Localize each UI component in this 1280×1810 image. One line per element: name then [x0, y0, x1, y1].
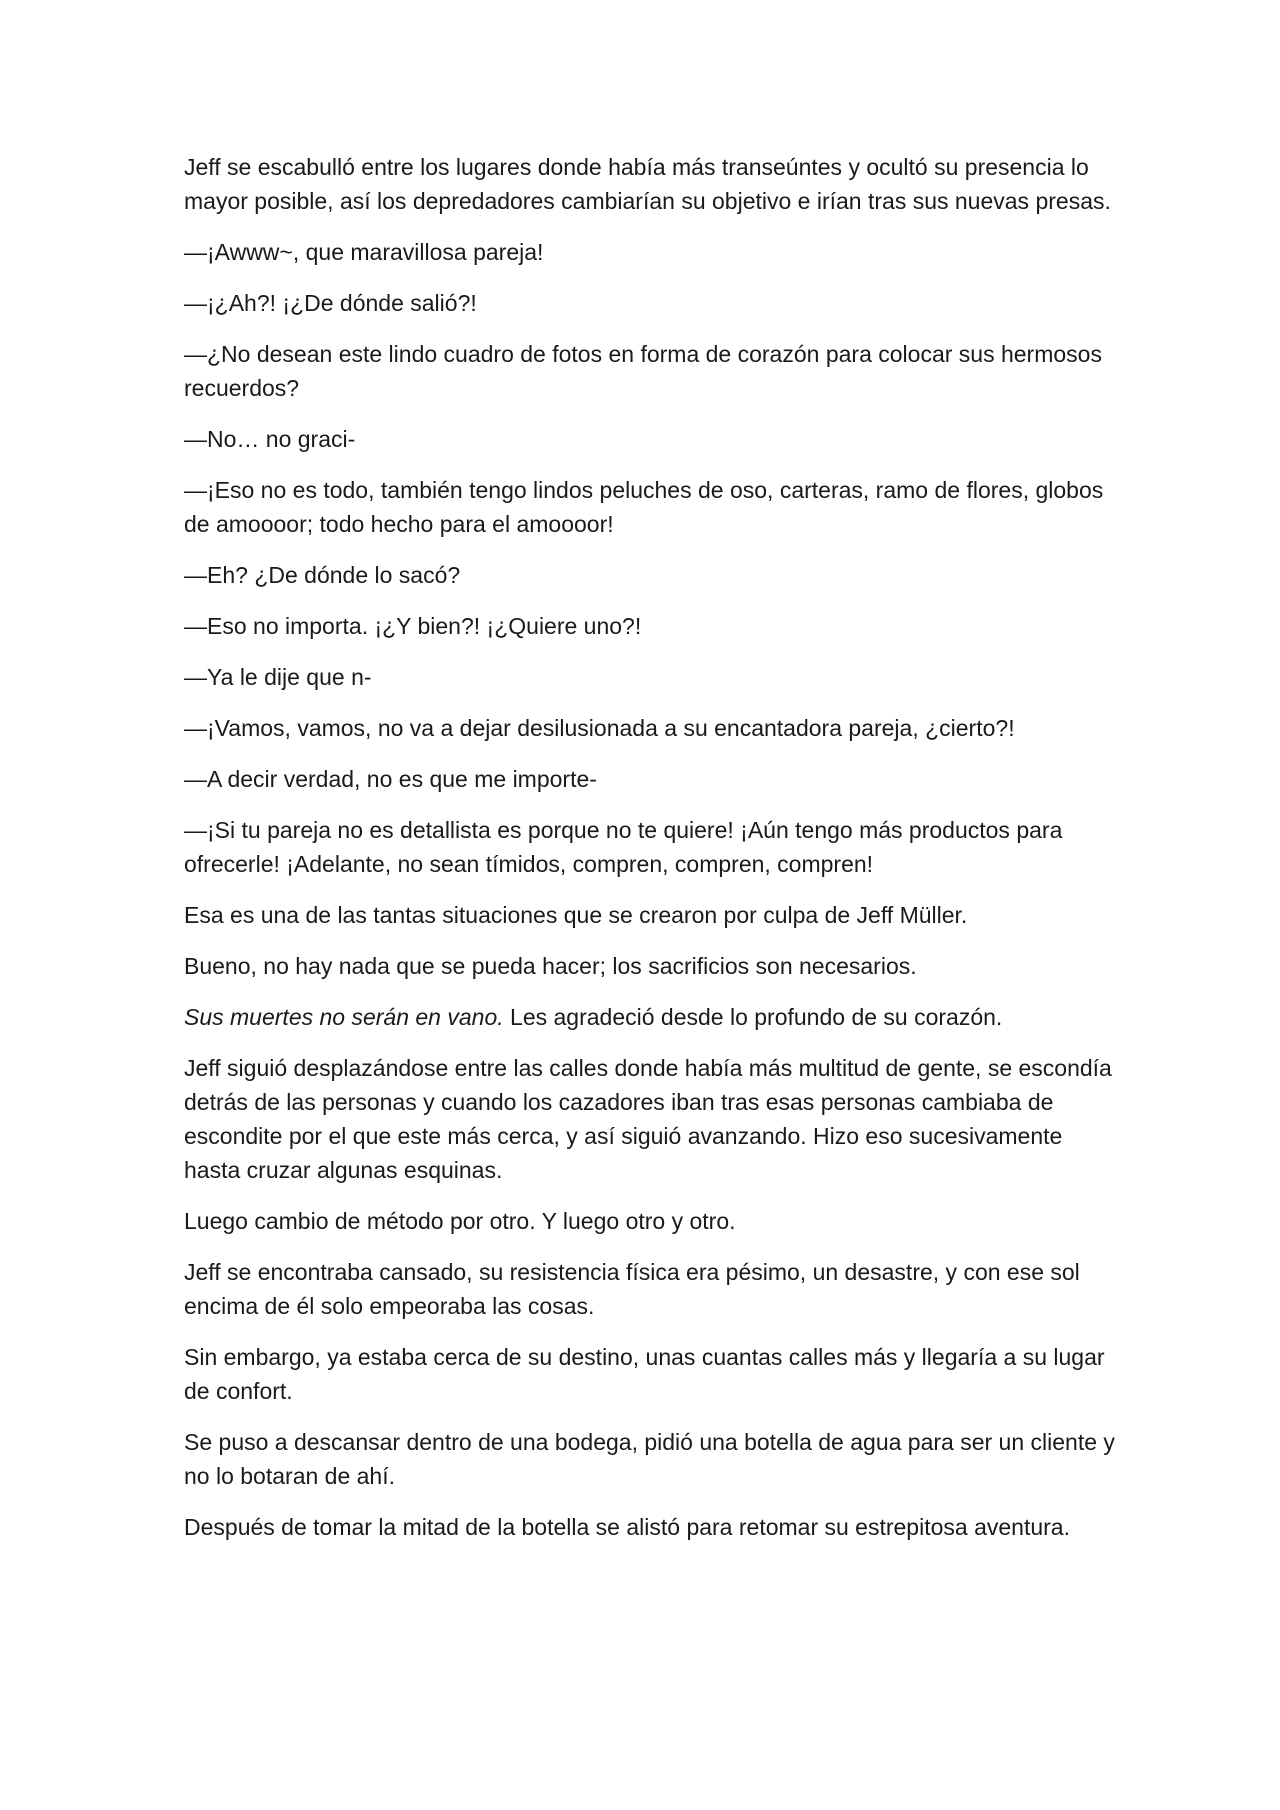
paragraph: Después de tomar la mitad de la botella se alistó para retomar su estrepitosa aventura.: [184, 1514, 1070, 1540]
dialogue-line: —¡Awww~, que maravillosa pareja!: [184, 239, 544, 265]
paragraph: Se puso a descansar dentro de una bodega, pidió una botella de agua para ser un cliente y no lo botaran de ahí.: [184, 1429, 1115, 1489]
paragraph: Jeff se escabulló entre los lugares donde había más transeúntes y ocultó su presencia lo mayor posible, así los depredadores cambiarían su objetivo e irían tras sus nuevas presas.: [184, 154, 1111, 214]
paragraph: Jeff siguió desplazándose entre las calles donde había más multitud de gente, se escondía detrás de las personas y cuando los cazadores iban tras esas personas cambiaba de escondite por el que este más cerca, y así siguió avanzando. Hizo eso sucesivamente hasta cruzar algunas esquinas.: [184, 1055, 1112, 1183]
dialogue-line: —¡Vamos, vamos, no va a dejar desilusionada a su encantadora pareja, ¿cierto?!: [184, 715, 1015, 741]
paragraph-mixed: [184, 1000, 1124, 1034]
dialogue-line: —Ya le dije que n-: [184, 664, 372, 690]
paragraph-text: Les agradeció desde lo profundo de su corazón.: [503, 1004, 1003, 1030]
dialogue-line: —A decir verdad, no es que me importe-: [184, 766, 597, 792]
paragraph: Bueno, no hay nada que se pueda hacer; los sacrificios son necesarios.: [184, 953, 917, 979]
dialogue-line: —No… no graci-: [184, 426, 356, 452]
dialogue-line: —¡Eso no es todo, también tengo lindos peluches de oso, carteras, ramo de flores, globos de amoooor; todo hecho para el amoooor!: [184, 477, 1104, 537]
dialogue-line: —¿No desean este lindo cuadro de fotos en forma de corazón para colocar sus hermosos recuerdos?: [184, 341, 1102, 401]
paragraph: Esa es una de las tantas situaciones que se crearon por culpa de Jeff Müller.: [184, 902, 968, 928]
paragraph: Luego cambio de método por otro. Y luego otro y otro.: [184, 1208, 736, 1234]
document-page: [184, 150, 1124, 1561]
paragraph: Sin embargo, ya estaba cerca de su destino, unas cuantas calles más y llegaría a su lugar de confort.: [184, 1344, 1105, 1404]
dialogue-line: —Eh? ¿De dónde lo sacó?: [184, 562, 461, 588]
dialogue-line: —¡Si tu pareja no es detallista es porque no te quiere! ¡Aún tengo más productos para ofrecerle! ¡Adelante, no sean tímidos, compren, compren, compren!: [184, 817, 1063, 877]
italic-phrase: Sus muertes no serán en vano.: [184, 1004, 504, 1030]
dialogue-line: —¡¿Ah?! ¡¿De dónde salió?!: [184, 290, 477, 316]
paragraph: Jeff se encontraba cansado, su resistencia física era pésimo, un desastre, y con ese sol encima de él solo empeoraba las cosas.: [184, 1259, 1080, 1319]
dialogue-line: —Eso no importa. ¡¿Y bien?! ¡¿Quiere uno?!: [184, 613, 642, 639]
